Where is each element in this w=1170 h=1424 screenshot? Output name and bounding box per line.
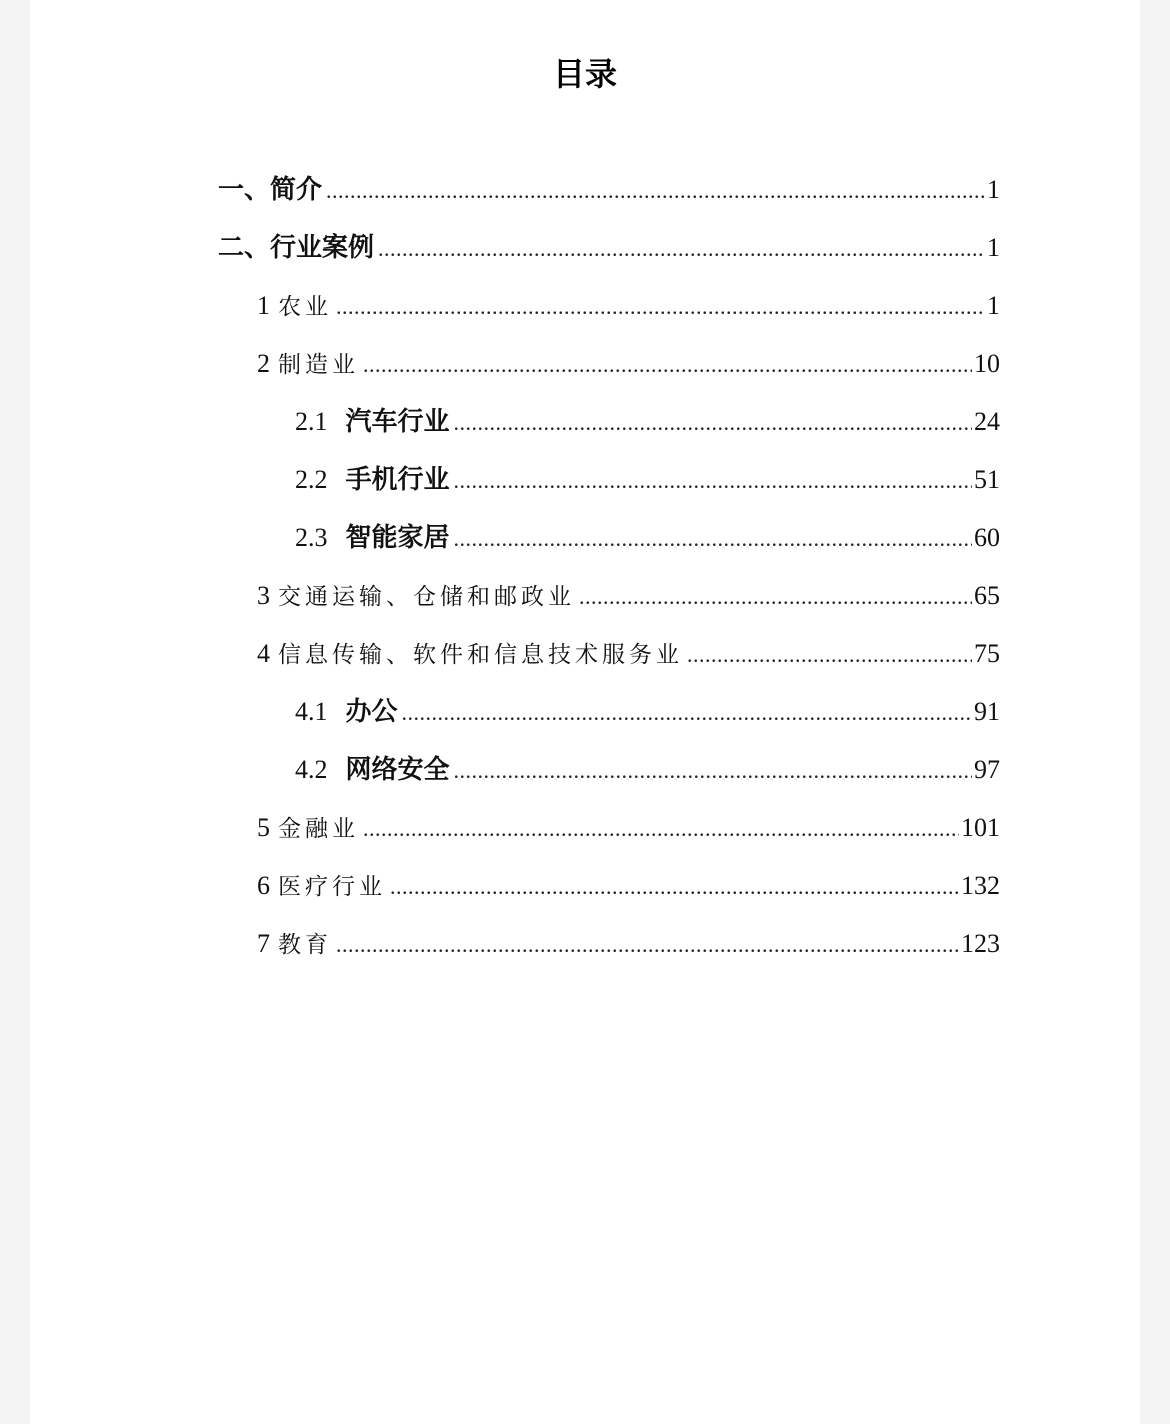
toc-leader-dots: [336, 925, 959, 965]
toc-entry-page: 60: [974, 523, 1000, 552]
toc-leader-dots: [363, 345, 972, 385]
page-title: 目录: [552, 55, 617, 93]
toc-leader-dots: [326, 171, 985, 211]
toc-leader-dots: [363, 809, 959, 849]
toc-entry[interactable]: [295, 460, 1000, 500]
toc-leader-dots: [454, 519, 972, 559]
toc-entry-page: 1: [987, 233, 1000, 262]
toc-entry-page: 1: [987, 291, 1000, 320]
toc-entry-number: 6: [257, 871, 270, 900]
toc-entry[interactable]: [295, 692, 1000, 732]
toc-entry[interactable]: [257, 344, 1000, 384]
toc-leader-dots: [687, 635, 972, 675]
toc-entry-title: 手机行业: [345, 465, 450, 495]
toc-entry-page: 1: [987, 175, 1000, 204]
toc-entry-page: 97: [974, 755, 1000, 784]
toc-entry[interactable]: [257, 924, 1000, 964]
toc-entry-title: 一、简介: [218, 175, 323, 205]
toc-entry-number: 2: [257, 349, 270, 378]
toc-entry[interactable]: [257, 866, 1000, 906]
toc-entry-number: 1: [257, 291, 270, 320]
toc-entry-number: 4.2: [295, 755, 328, 784]
toc-entry-title: 金融业: [278, 816, 359, 842]
toc-entry-page: 101: [961, 813, 1000, 842]
toc-entry-number: 7: [257, 929, 270, 958]
toc-entry-title: 二、行业案例: [218, 233, 375, 263]
toc-entry-page: 75: [974, 639, 1000, 668]
toc-entry-number: 4: [257, 639, 270, 668]
toc-entry-page: 123: [961, 929, 1000, 958]
toc-entry-title: 办公: [345, 697, 398, 727]
toc-leader-dots: [402, 693, 972, 733]
toc-entry-number: 3: [257, 581, 270, 610]
toc-entry-page: 51: [974, 465, 1000, 494]
toc-entry[interactable]: [295, 750, 1000, 790]
toc-leader-dots: [454, 403, 972, 443]
toc-entry-number: 4.1: [295, 697, 328, 726]
toc-entry-number: 2.1: [295, 407, 328, 436]
toc-leader-dots: [390, 867, 959, 907]
toc-entry[interactable]: [218, 170, 1000, 210]
toc-entry-title: 教育: [278, 932, 332, 958]
toc-entry-number: 5: [257, 813, 270, 842]
toc-entry-page: 65: [974, 581, 1000, 610]
toc-entry-page: 91: [974, 697, 1000, 726]
toc-entry[interactable]: [218, 228, 1000, 268]
toc-entry[interactable]: [257, 576, 1000, 616]
toc-entry-title: 农业: [278, 294, 332, 320]
toc-entry[interactable]: [257, 286, 1000, 326]
toc-entry-number: 2.3: [295, 523, 328, 552]
toc-leader-dots: [579, 577, 972, 617]
toc-entry[interactable]: [295, 518, 1000, 558]
toc-entry-title: 网络安全: [345, 755, 450, 785]
toc-entry[interactable]: [257, 808, 1000, 848]
toc-entry-title: 医疗行业: [278, 874, 386, 900]
toc-entry-title: 制造业: [278, 352, 359, 378]
document-page: [30, 0, 1140, 1424]
toc-entry[interactable]: [257, 634, 1000, 674]
toc-entry-number: 2.2: [295, 465, 328, 494]
toc-entry-title: 智能家居: [345, 523, 450, 553]
toc-entry-page: 24: [974, 407, 1000, 436]
toc-entry-title: 信息传输、软件和信息技术服务业: [278, 642, 683, 668]
toc-leader-dots: [454, 751, 972, 791]
toc-entry-title: 交通运输、仓储和邮政业: [278, 584, 575, 610]
toc-entry-page: 10: [974, 349, 1000, 378]
toc-leader-dots: [378, 229, 985, 269]
toc-leader-dots: [454, 461, 972, 501]
toc-entry[interactable]: [295, 402, 1000, 442]
toc-entry-page: 132: [961, 871, 1000, 900]
toc-entry-title: 汽车行业: [345, 407, 450, 437]
toc-leader-dots: [336, 287, 985, 327]
